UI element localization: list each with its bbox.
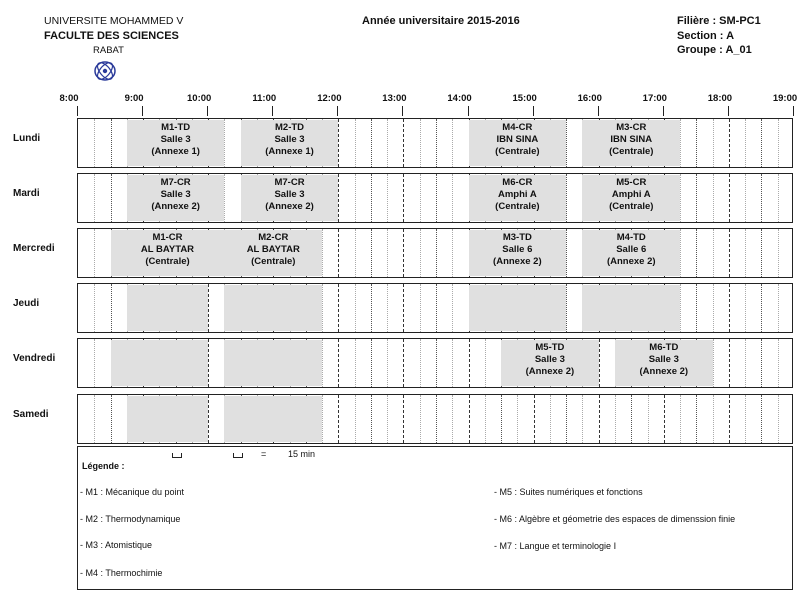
- day-label: Jeudi: [13, 298, 40, 309]
- grid-line: [94, 339, 95, 387]
- grid-line: [745, 174, 746, 222]
- grid-line: [111, 119, 112, 167]
- grid-line: [729, 229, 730, 277]
- session-module: M3-CR: [616, 122, 647, 133]
- class-session[interactable]: [469, 285, 567, 331]
- grid-line: [582, 395, 583, 443]
- hour-label: 12:00: [317, 93, 342, 104]
- filiere: Filière : SM-PC1: [677, 15, 761, 27]
- grid-line: [371, 229, 372, 277]
- day-label: Lundi: [13, 133, 41, 144]
- hour-tick: [598, 106, 599, 116]
- session-building: (Centrale): [145, 256, 190, 267]
- session-room: Salle 3: [274, 189, 305, 200]
- grid-line: [436, 284, 437, 332]
- grid-line: [403, 229, 404, 277]
- grid-line: [403, 174, 404, 222]
- session-module: M2-TD: [275, 122, 305, 133]
- grid-line: [387, 229, 388, 277]
- day-label: Mercredi: [13, 243, 55, 254]
- grid-line: [355, 119, 356, 167]
- session-module: M5-TD: [535, 342, 565, 353]
- scale-label: 15 min: [288, 449, 316, 459]
- grid-line: [322, 284, 323, 332]
- hour-label: 15:00: [512, 93, 537, 104]
- scale-mark-icon: [233, 453, 243, 458]
- grid-line: [452, 339, 453, 387]
- grid-line: [648, 395, 649, 443]
- session-room: AL BAYTAR: [246, 244, 300, 255]
- grid-line: [778, 174, 779, 222]
- grid-line: [680, 174, 681, 222]
- class-session[interactable]: [469, 120, 567, 166]
- grid-line: [420, 395, 421, 443]
- scale-equals: =: [261, 449, 267, 459]
- grid-line: [94, 229, 95, 277]
- class-session[interactable]: [127, 285, 208, 331]
- grid-line: [387, 119, 388, 167]
- class-session[interactable]: [127, 396, 208, 442]
- hour-label: 17:00: [642, 93, 667, 104]
- groupe: Groupe : A_01: [677, 44, 752, 56]
- grid-line: [371, 284, 372, 332]
- grid-line: [355, 174, 356, 222]
- grid-line: [517, 395, 518, 443]
- hour-label: 8:00: [59, 93, 79, 104]
- grid-line: [355, 229, 356, 277]
- session-building: (Annexe 2): [265, 201, 314, 212]
- grid-line: [452, 174, 453, 222]
- grid-line: [322, 229, 323, 277]
- legend-box: [77, 446, 793, 590]
- grid-line: [371, 174, 372, 222]
- class-session[interactable]: [224, 340, 322, 386]
- grid-line: [485, 395, 486, 443]
- grid-line: [338, 174, 339, 222]
- day-label: Samedi: [13, 409, 49, 420]
- grid-line: [778, 284, 779, 332]
- class-session[interactable]: [111, 230, 225, 276]
- grid-line: [713, 119, 714, 167]
- hour-label: 19:00: [772, 93, 798, 104]
- class-session[interactable]: [111, 340, 209, 386]
- session-module: M4-CR: [502, 122, 533, 133]
- grid-line: [550, 395, 551, 443]
- session-room: Salle 3: [534, 354, 565, 365]
- session-module: M4-TD: [616, 232, 646, 243]
- hour-label: 14:00: [447, 93, 472, 104]
- class-session[interactable]: [224, 396, 322, 442]
- hour-label: 10:00: [187, 93, 212, 104]
- grid-line: [452, 395, 453, 443]
- hour-tick: [728, 106, 729, 116]
- grid-line: [778, 229, 779, 277]
- day-row: [77, 394, 793, 444]
- grid-line: [729, 284, 730, 332]
- grid-line: [566, 174, 567, 222]
- hour-tick: [793, 106, 794, 116]
- grid-line: [761, 229, 762, 277]
- grid-line: [420, 174, 421, 222]
- grid-line: [208, 284, 209, 332]
- grid-line: [452, 284, 453, 332]
- class-session[interactable]: [127, 175, 225, 221]
- grid-line: [420, 284, 421, 332]
- grid-line: [696, 229, 697, 277]
- grid-line: [778, 119, 779, 167]
- grid-line: [761, 284, 762, 332]
- session-building: (Centrale): [495, 201, 540, 212]
- class-session[interactable]: [501, 340, 599, 386]
- grid-line: [566, 119, 567, 167]
- grid-line: [355, 284, 356, 332]
- class-session[interactable]: [241, 120, 339, 166]
- session-module: M6-TD: [649, 342, 679, 353]
- session-room: Amphi A: [611, 189, 651, 200]
- session-room: AL BAYTAR: [140, 244, 195, 255]
- grid-line: [371, 119, 372, 167]
- hour-tick: [663, 106, 664, 116]
- grid-line: [436, 174, 437, 222]
- day-row: [77, 118, 793, 168]
- grid-line: [566, 284, 567, 332]
- class-session[interactable]: [469, 230, 567, 276]
- grid-line: [631, 395, 632, 443]
- grid-line: [501, 395, 502, 443]
- session-building: (Annexe 1): [151, 146, 200, 157]
- grid-line: [713, 229, 714, 277]
- grid-line: [534, 395, 535, 443]
- grid-line: [208, 395, 209, 443]
- hour-label: 9:00: [124, 93, 144, 104]
- grid-line: [338, 339, 339, 387]
- session-room: Salle 3: [160, 189, 191, 200]
- grid-line: [696, 284, 697, 332]
- day-row: [77, 283, 793, 333]
- grid-line: [111, 284, 112, 332]
- session-building: (Annexe 2): [525, 366, 575, 377]
- hour-label: 13:00: [382, 93, 407, 104]
- grid-line: [761, 119, 762, 167]
- session-module: M3-TD: [502, 232, 532, 243]
- grid-line: [94, 119, 95, 167]
- hour-tick: [337, 106, 338, 116]
- session-room: Salle 6: [502, 244, 533, 255]
- class-session[interactable]: [241, 175, 339, 221]
- session-module: M2-CR: [258, 232, 289, 243]
- legend-item: - M7 : Langue et terminologie I: [494, 541, 617, 551]
- hour-tick: [77, 106, 78, 116]
- session-module: M1-CR: [152, 232, 183, 243]
- grid-line: [778, 339, 779, 387]
- hour-tick: [207, 106, 208, 116]
- grid-line: [713, 339, 714, 387]
- hour-label: 11:00: [252, 93, 277, 104]
- grid-line: [338, 119, 339, 167]
- session-building: (Centrale): [609, 146, 654, 157]
- grid-line: [729, 339, 730, 387]
- grid-line: [403, 395, 404, 443]
- legend-item: - M6 : Algèbre et géometrie des espaces de dimenssion finie: [494, 514, 736, 524]
- legend-item: - M5 : Suites numériques et fonctions: [494, 487, 643, 497]
- grid-line: [403, 119, 404, 167]
- session-building: (Annexe 2): [493, 256, 542, 267]
- grid-line: [355, 339, 356, 387]
- grid-line: [729, 395, 730, 443]
- grid-line: [599, 339, 600, 387]
- grid-line: [566, 229, 567, 277]
- session-building: (Annexe 2): [151, 201, 200, 212]
- grid-line: [713, 284, 714, 332]
- grid-line: [745, 395, 746, 443]
- scale-mark-icon: [172, 453, 182, 458]
- grid-line: [224, 119, 225, 167]
- grid-line: [745, 339, 746, 387]
- university-logo-icon: [92, 59, 118, 83]
- grid-line: [322, 395, 323, 443]
- hour-tick: [468, 106, 469, 116]
- grid-line: [371, 339, 372, 387]
- legend-item: - M1 : Mécanique du point: [80, 487, 185, 497]
- hour-label: 18:00: [707, 93, 733, 104]
- grid-line: [355, 395, 356, 443]
- legend-item: - M2 : Thermodynamique: [80, 514, 181, 524]
- grid-line: [420, 229, 421, 277]
- grid-line: [111, 174, 112, 222]
- grid-line: [664, 395, 665, 443]
- grid-line: [696, 119, 697, 167]
- legend-item: - M4 : Thermochimie: [80, 568, 163, 578]
- session-module: M1-TD: [161, 122, 191, 133]
- grid-line: [94, 284, 95, 332]
- legend-title: Légende :: [82, 461, 125, 471]
- grid-line: [371, 395, 372, 443]
- grid-line: [713, 395, 714, 443]
- grid-line: [338, 395, 339, 443]
- grid-line: [208, 339, 209, 387]
- grid-line: [387, 174, 388, 222]
- session-building: (Centrale): [251, 256, 296, 267]
- grid-line: [696, 395, 697, 443]
- grid-line: [420, 119, 421, 167]
- session-module: M6-CR: [502, 177, 533, 188]
- grid-line: [403, 284, 404, 332]
- grid-line: [322, 339, 323, 387]
- session-room: Salle 6: [616, 244, 647, 255]
- session-module: M7-CR: [274, 177, 305, 188]
- grid-line: [729, 119, 730, 167]
- grid-line: [436, 119, 437, 167]
- session-building: (Annexe 1): [265, 146, 314, 157]
- grid-line: [680, 119, 681, 167]
- grid-line: [420, 339, 421, 387]
- session-room: Amphi A: [497, 189, 537, 200]
- grid-line: [338, 229, 339, 277]
- grid-line: [469, 395, 470, 443]
- class-session[interactable]: [469, 175, 567, 221]
- session-room: IBN SINA: [610, 134, 653, 145]
- class-session[interactable]: [615, 340, 713, 386]
- academic-year: Année universitaire 2015-2016: [362, 15, 520, 27]
- grid-line: [387, 284, 388, 332]
- grid-line: [778, 395, 779, 443]
- grid-line: [713, 174, 714, 222]
- hour-tick: [142, 106, 143, 116]
- session-room: Salle 3: [648, 354, 679, 365]
- day-row: [77, 173, 793, 223]
- grid-line: [680, 284, 681, 332]
- grid-line: [485, 339, 486, 387]
- grid-line: [452, 229, 453, 277]
- university-name: UNIVERSITE MOHAMMED V: [44, 15, 184, 27]
- grid-line: [615, 395, 616, 443]
- session-building: (Annexe 2): [639, 366, 689, 377]
- grid-line: [745, 284, 746, 332]
- class-session[interactable]: [224, 285, 322, 331]
- class-session[interactable]: [224, 230, 322, 276]
- grid-line: [729, 174, 730, 222]
- grid-line: [338, 284, 339, 332]
- grid-line: [469, 339, 470, 387]
- session-module: M7-CR: [160, 177, 191, 188]
- grid-line: [696, 174, 697, 222]
- grid-line: [566, 395, 567, 443]
- grid-line: [745, 119, 746, 167]
- city-name: RABAT: [93, 45, 124, 56]
- grid-line: [761, 395, 762, 443]
- grid-line: [745, 229, 746, 277]
- grid-line: [680, 395, 681, 443]
- hour-tick: [533, 106, 534, 116]
- session-building: (Annexe 2): [606, 256, 656, 267]
- grid-line: [436, 395, 437, 443]
- grid-line: [403, 339, 404, 387]
- session-building: (Centrale): [609, 201, 654, 212]
- day-label: Mardi: [13, 188, 40, 199]
- session-building: (Centrale): [495, 146, 540, 157]
- grid-line: [94, 174, 95, 222]
- hour-tick: [272, 106, 273, 116]
- grid-line: [111, 395, 112, 443]
- grid-line: [387, 339, 388, 387]
- session-room: Salle 3: [160, 134, 191, 145]
- faculty-name: FACULTE DES SCIENCES: [44, 30, 179, 42]
- section: Section : A: [677, 30, 735, 42]
- class-session[interactable]: [127, 120, 225, 166]
- session-module: M5-CR: [616, 177, 647, 188]
- grid-line: [387, 395, 388, 443]
- class-session[interactable]: [582, 120, 680, 166]
- day-row: [77, 228, 793, 278]
- session-room: IBN SINA: [496, 134, 539, 145]
- grid-line: [761, 174, 762, 222]
- hour-label: 16:00: [577, 93, 602, 104]
- grid-line: [452, 119, 453, 167]
- day-row: [77, 338, 793, 388]
- class-session[interactable]: [582, 285, 680, 331]
- grid-line: [680, 229, 681, 277]
- grid-line: [94, 395, 95, 443]
- class-session[interactable]: [582, 175, 680, 221]
- grid-line: [761, 339, 762, 387]
- grid-line: [436, 229, 437, 277]
- session-room: Salle 3: [274, 134, 305, 145]
- hour-tick: [402, 106, 403, 116]
- grid-line: [599, 395, 600, 443]
- day-label: Vendredi: [13, 353, 56, 364]
- grid-line: [436, 339, 437, 387]
- legend-item: - M3 : Atomistique: [80, 540, 153, 550]
- grid-line: [224, 174, 225, 222]
- class-session[interactable]: [582, 230, 680, 276]
